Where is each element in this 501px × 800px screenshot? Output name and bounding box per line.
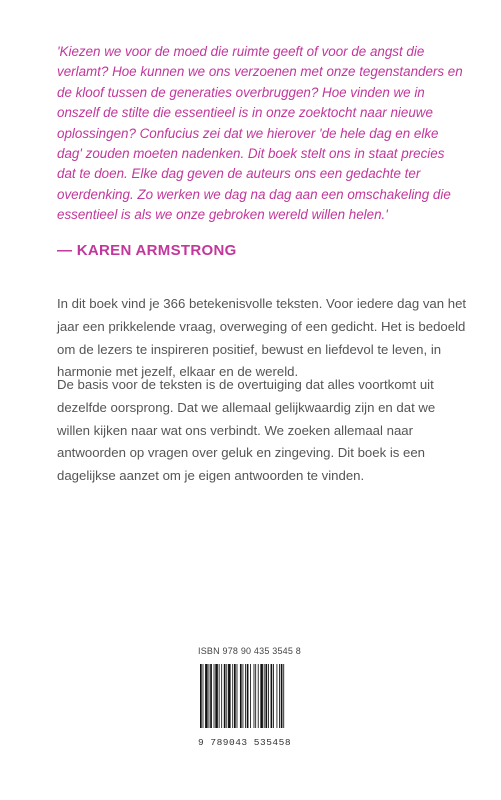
blurb-quote: 'Kiezen we voor de moed die ruimte geeft of voor de angst die verlamt? Hoe kunnen we ons verzoenen met onze tegenstanders en de kloof tussen de generaties overbruggen? Hoe vinden we in onszelf de stilte die essentieel is in onze zoektocht naar nieuwe oplossingen? Confucius zei dat we hierover 'de hele dag en elke dag' zouden moeten nadenken. Dit boek stelt ons in staat precies dat te doen. Elke dag geven de auteurs ons een gedachte ter overdenking. Zo werken we dag na dag aan een omschakeling die essentieel is als we onze gebroken wereld willen helen.' (57, 44, 463, 223)
barcode-bar (268, 664, 269, 728)
barcode-bar (214, 664, 215, 728)
barcode-bar (237, 664, 238, 728)
barcode-bar (219, 664, 220, 728)
barcode-bar (209, 664, 210, 728)
barcode-bar (203, 664, 204, 728)
barcode-bar (255, 664, 256, 728)
barcode-bar (264, 664, 265, 728)
description-paragraph-2: De basis voor de teksten is de overtuiging dat alles voortkomt uit dezelfde oorsprong. Dat we allemaal gelijkwaardig zijn en dat we willen kijken naar wat ons verbindt. We zoeken allemaal naar antwoorden op vragen over geluk en zingeving. Dit boek is een dagelijkse aanzet om je eigen antwoorden te vinden. (57, 377, 436, 484)
barcode-number: 9 789043 535458 (198, 737, 292, 748)
barcode-bar (258, 664, 259, 728)
barcode-bar (205, 664, 208, 728)
barcode-bar (271, 664, 273, 728)
barcode-bar (243, 664, 244, 728)
barcode-image (198, 664, 306, 728)
barcode-bar (221, 664, 222, 728)
barcode-bar (260, 664, 263, 728)
quote-attribution: — KAREN ARMSTRONG (57, 242, 237, 259)
barcode-bar (234, 664, 236, 728)
barcode-bar (281, 664, 283, 728)
barcode-bar (283, 664, 284, 728)
barcode-bar (247, 664, 249, 728)
barcode-bar (224, 664, 226, 728)
description-paragraph-1: In dit boek vind je 366 betekenisvolle teksten. Voor iedere dag van het jaar een prikkelende vraag, overweging of een gedicht. Het is bedoeld om de lezers te inspireren positief, bewust en liefdevol te leven, in harmonie met jezelf, elkaar en de wereld. (57, 296, 467, 380)
barcode-bar (240, 664, 242, 728)
barcode-bar (254, 664, 255, 728)
barcode-bar (232, 664, 233, 728)
barcode-bar (250, 664, 251, 728)
barcode-bar (215, 664, 218, 728)
barcode-bar (210, 664, 212, 728)
barcode-bar (273, 664, 274, 728)
barcode-bar (279, 664, 280, 728)
barcode-bar (200, 664, 202, 728)
barcode-bar (277, 664, 278, 728)
barcode-bar (265, 664, 267, 728)
barcode-bar (226, 664, 227, 728)
barcode-bar (228, 664, 231, 728)
isbn-label: ISBN 978 90 435 3545 8 (198, 646, 301, 656)
barcode-bar (245, 664, 246, 728)
